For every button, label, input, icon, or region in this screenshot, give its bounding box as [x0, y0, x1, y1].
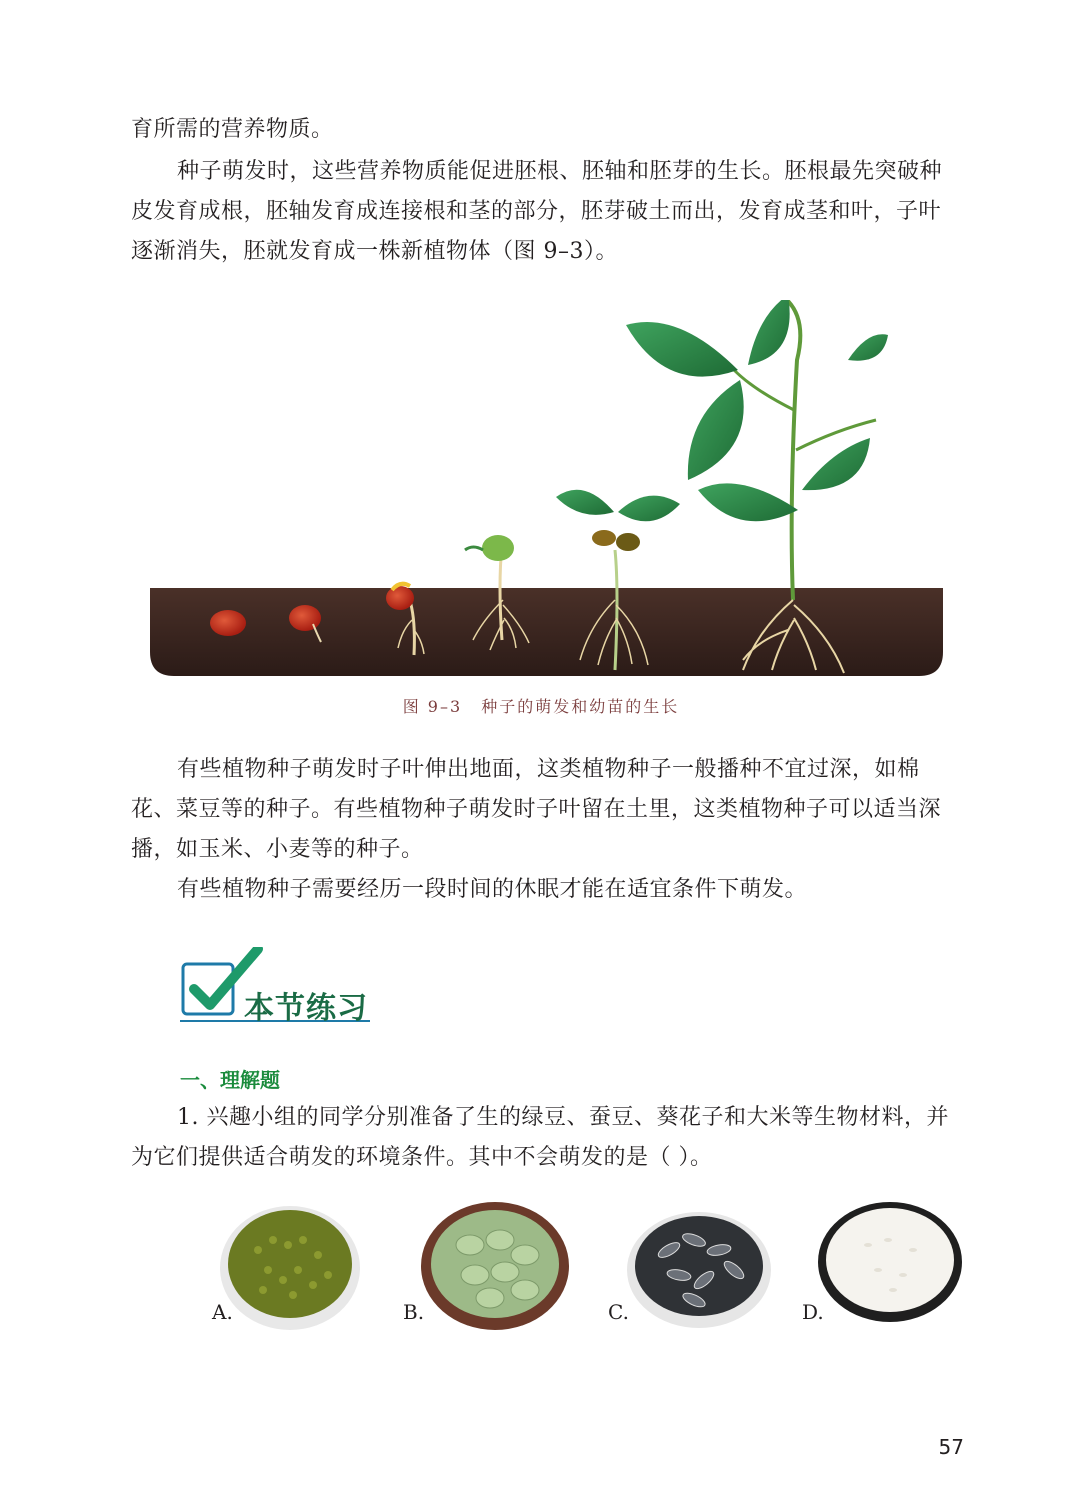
germination-figure [148, 300, 945, 678]
seed-stage-1 [210, 610, 246, 636]
exercise-title: 本节练习 [244, 991, 368, 1026]
figure-number: 图 9–3 [402, 697, 463, 716]
soil-band [150, 588, 943, 676]
question-1: 1. 兴趣小组的同学分别准备了生的绿豆、蚕豆、葵花子和大米等生物材料，并为它们提供适合萌发的环境条件。其中不会萌发的是（ ）。 [131, 1105, 949, 1170]
paragraph-germination: 种子萌发时，这些营养物质能促进胚根、胚轴和胚芽的生长。胚根最先突破种皮发育成根，胚轴发育成连接根和茎的部分，胚芽破土而出，发育成茎和叶，子叶逐渐消失，胚就发育成一株新植物体（图 9–3）。 [131, 159, 943, 264]
rice-image [818, 1200, 978, 1335]
option-c-label: C. [608, 1300, 629, 1324]
mung-beans-image [218, 1200, 378, 1335]
seed-stage-2 [289, 605, 321, 631]
page-number: 57 [938, 1435, 964, 1459]
paragraph-dormancy: 有些植物种子需要经历一段时间的休眠才能在适宜条件下萌发。 [177, 877, 808, 902]
figure-title: 种子的萌发和幼苗的生长 [481, 697, 680, 716]
section-title: 一、理解题 [180, 1068, 280, 1092]
paragraph-cotyledon: 有些植物种子萌发时子叶伸出地面，这类植物种子一般播种不宜过深，如棉花、菜豆等的种子。有些植物种子萌发时子叶留在土里，这类植物种子可以适当深播，如玉米、小麦等的种子。 [131, 757, 942, 862]
exercise-header [180, 947, 380, 1027]
option-d-label: D. [802, 1300, 824, 1324]
broad-beans-image [420, 1200, 580, 1335]
option-a-label: A. [212, 1300, 233, 1324]
sunflower-seeds-image [624, 1200, 784, 1335]
option-b-label: B. [403, 1300, 425, 1324]
paragraph-intro: 育所需的营养物质。 [131, 117, 334, 142]
figure-caption [0, 694, 1082, 717]
